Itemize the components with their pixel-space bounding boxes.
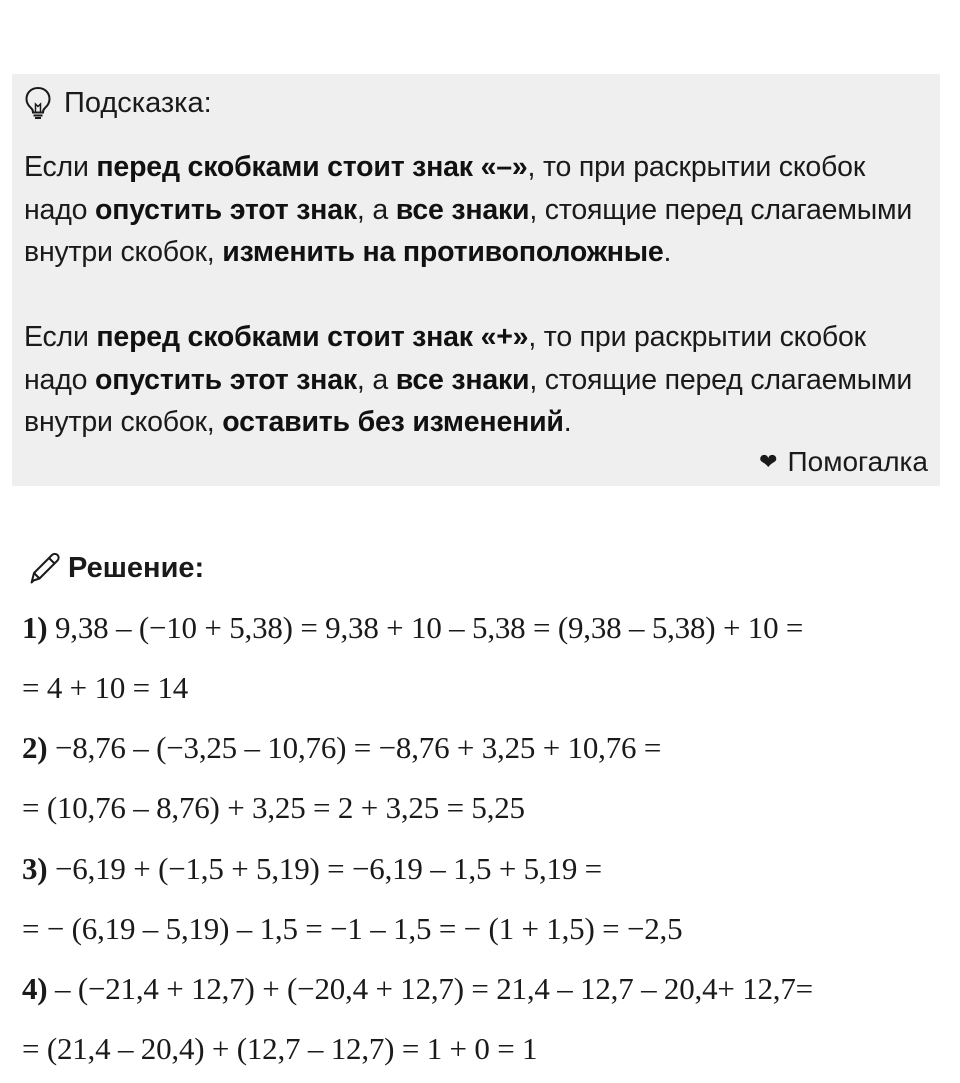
hint-title: Подсказка: <box>64 86 212 119</box>
item-number: 1) <box>22 610 48 645</box>
credit-label: Помогалка <box>787 446 928 477</box>
hint-header <box>22 83 212 123</box>
solution-title: Решение: <box>68 551 205 584</box>
solution-line: 4) – (−21,4 + 12,7) + (−20,4 + 12,7) = 21,4 – 12,7 – 20,4+ 12,7= <box>22 971 813 1006</box>
lightbulb-icon <box>22 85 54 121</box>
solution-line: 2) −8,76 – (−3,25 – 10,76) = −8,76 + 3,25 + 10,76 = <box>22 730 662 765</box>
hint-paragraph-minus: Если перед скобками стоит знак «–», то при раскрытии скобок надо опустить этот знак, а все знаки, стоящие перед слагаемыми внутри скобок, изменить на противоположные. <box>24 151 913 268</box>
solution-line: = 4 + 10 = 14 <box>22 670 189 705</box>
heart-icon: ❤ <box>759 449 778 474</box>
solution-header <box>26 546 204 590</box>
solution-line: = (21,4 – 20,4) + (12,7 – 12,7) = 1 + 0 = 1 <box>22 1031 538 1066</box>
solution-line: = (10,76 – 8,76) + 3,25 = 2 + 3,25 = 5,25 <box>22 790 525 825</box>
item-number: 3) <box>22 851 48 886</box>
solution-line: = − (6,19 – 5,19) – 1,5 = −1 – 1,5 = − (1 + 1,5) = −2,5 <box>22 911 683 946</box>
hint-paragraph-plus: Если перед скобками стоит знак «+», то при раскрытии скобок надо опустить этот знак, а все знаки, стоящие перед слагаемыми внутри скобок, оставить без изменений. <box>24 321 913 438</box>
item-number: 4) <box>22 971 48 1006</box>
solution-line: 3) −6,19 + (−1,5 + 5,19) = −6,19 – 1,5 + 5,19 = <box>22 851 602 886</box>
solution-line: 1) 9,38 – (−10 + 5,38) = 9,38 + 10 – 5,38 = (9,38 – 5,38) + 10 = <box>22 610 804 645</box>
item-number: 2) <box>22 730 48 765</box>
credit-link[interactable] <box>759 446 928 478</box>
pencil-icon <box>26 549 62 587</box>
